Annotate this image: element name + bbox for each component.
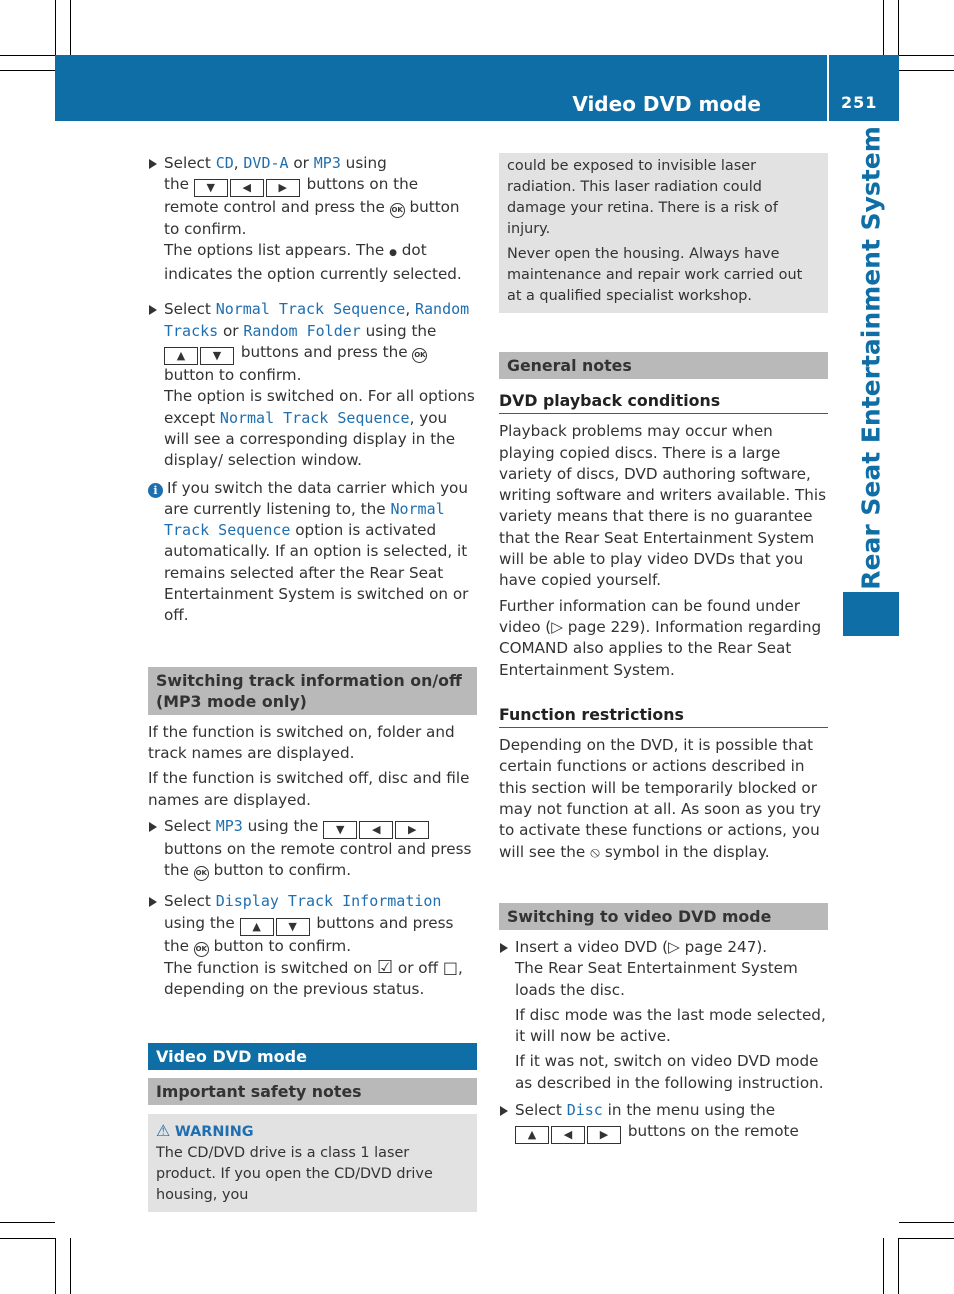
menu-option-mp3: MP3 — [215, 816, 243, 835]
chapter-title: Rear Seat Entertainment System — [856, 126, 886, 590]
up-button-icon: ▲ — [240, 918, 274, 936]
warning-box — [148, 1114, 477, 1212]
down-button-icon: ▼ — [276, 918, 310, 936]
warning-text: The CD/DVD drive is a class 1 laser product. If you open the CD/DVD drive housing, you — [156, 1144, 433, 1203]
section-heading-main: Video DVD mode — [148, 1043, 477, 1070]
crop-mark — [898, 0, 899, 55]
ok-button-icon: OK — [390, 203, 405, 218]
left-button-icon: ◀ — [359, 821, 393, 839]
instruction-step: Select Display Track Information using the ▲ ▼ buttons and press the OK button to confirm. The function is switched on ☑ or off □, depending on the previous status. — [148, 891, 477, 1000]
menu-option-random-tracks: Random Tracks — [164, 300, 470, 340]
crop-mark — [0, 1238, 55, 1239]
warning-label: WARNING — [174, 1123, 254, 1140]
down-button-icon: ▼ — [200, 347, 234, 365]
menu-option-disc: Disc — [566, 1101, 603, 1120]
page-ref-arrow-icon: ▷ — [668, 937, 680, 956]
warning-icon: ⚠ — [156, 1120, 171, 1140]
subheading: Function restrictions — [499, 704, 828, 728]
section-heading: General notes — [499, 352, 828, 379]
warning-box-continued — [499, 153, 828, 313]
instruction-step: Select Disc in the menu using the ▲ ◀ ▶ buttons on the remote — [499, 1100, 828, 1144]
crop-mark — [899, 1222, 954, 1223]
crop-mark — [0, 70, 55, 71]
up-button-icon: ▲ — [164, 347, 198, 365]
blocked-symbol-icon: ⦸ — [590, 842, 600, 861]
menu-option-display-track-info: Display Track Information — [215, 892, 442, 911]
menu-option-normal-track: Normal Track Sequence — [219, 408, 410, 427]
left-button-icon: ◀ — [230, 179, 264, 197]
instruction-step: Select Normal Track Sequence, Random Tracks or Random Folder using the ▲ ▼ buttons and press the OK button to confirm. The option is switched on. For all options except Normal Track Sequence, you will see a corresponding display in the display/ selection window. — [148, 299, 477, 471]
header-divider — [827, 55, 829, 121]
menu-option-cd: CD — [215, 154, 234, 172]
menu-option-mp3: MP3 — [313, 154, 341, 172]
crop-mark — [883, 1238, 884, 1294]
crop-mark — [898, 1238, 899, 1294]
page-ref-arrow-icon: ▷ — [551, 617, 563, 636]
up-button-icon: ▲ — [515, 1126, 549, 1144]
crop-mark — [0, 55, 55, 56]
paragraph: Depending on the DVD, it is possible that certain functions or actions described in this section will be temporarily blocked or may not function at all. As soon as you try to activate these functions or actions, you will see the ⦸ symbol in the display. — [499, 736, 822, 861]
section-heading: Switching to video DVD mode — [499, 903, 828, 930]
header-title: Video DVD mode — [572, 92, 761, 116]
menu-option-normal-track: Normal Track Sequence — [215, 300, 406, 319]
subheading: DVD playback conditions — [499, 390, 828, 414]
left-column — [148, 153, 477, 1212]
section-heading: Switching track information on/off (MP3 mode only) — [148, 667, 477, 715]
crop-mark — [70, 1238, 71, 1294]
right-button-icon: ▶ — [587, 1126, 621, 1144]
paragraph: If the function is switched off, disc and file names are displayed. — [148, 769, 470, 809]
info-icon: i — [148, 483, 163, 498]
chapter-tab — [843, 592, 899, 636]
crop-mark — [883, 0, 884, 55]
side-chapter-band — [843, 121, 899, 591]
menu-option-random-folder: Random Folder — [243, 321, 361, 340]
crop-mark — [899, 55, 954, 56]
instruction-step: Select MP3 using the ▼ ◀ ▶ buttons on the remote control and press the OK button to confirm. — [148, 816, 477, 882]
down-button-icon: ▼ — [323, 821, 357, 839]
crop-mark — [70, 0, 71, 55]
checkbox-empty-icon: □ — [442, 958, 458, 978]
paragraph: Playback problems may occur when playing copied discs. There is a large variety of discs, DVD authoring software, writing software and writers available. This variety means that there is no guarantee that the Rear Seat Entertainment System will be able to play video DVDs that you have copied yourself. — [499, 422, 827, 590]
info-note: i If you switch the data carrier which you are currently listening to, the Normal Track Sequence option is activated automatically. If an option is selected, it remains selected after the Rear Seat Entertainment System is switched on or off. — [148, 478, 477, 627]
down-button-icon: ▼ — [194, 179, 228, 197]
ok-button-icon: OK — [194, 866, 209, 881]
instruction-step: Insert a video DVD (▷ page 247). The Rear Seat Entertainment System loads the disc. If disc mode was the last mode selected, it will now be active. If it was not, switch on video DVD mode as described in the following instruction. — [499, 937, 828, 1094]
crop-mark — [55, 0, 56, 55]
menu-option-normal-track: Normal Track Sequence — [164, 499, 445, 540]
section-heading: Important safety notes — [148, 1078, 477, 1105]
crop-mark — [55, 1238, 56, 1294]
page-number: 251 — [841, 93, 878, 112]
crop-mark — [899, 1238, 954, 1239]
right-button-icon: ▶ — [266, 179, 300, 197]
ok-button-icon: OK — [412, 348, 427, 363]
left-button-icon: ◀ — [551, 1126, 585, 1144]
warning-text: could be exposed to invisible laser radiation. This laser radiation could damage your retina. There is a risk of injury. — [507, 158, 778, 237]
page-header — [55, 55, 899, 121]
paragraph: Further information can be found under video (▷ page 229). Information regarding COMAND also applies to the Rear Seat Entertainment System. — [499, 596, 822, 679]
crop-mark — [899, 70, 954, 71]
crop-mark — [0, 1222, 55, 1223]
warning-text: Never open the housing. Always have maintenance and repair work carried out at a qualified specialist workshop. — [507, 246, 803, 304]
dot-icon: ● — [389, 247, 397, 258]
ok-button-icon: OK — [194, 942, 209, 957]
menu-option-dvda: DVD-A — [243, 154, 289, 172]
right-button-icon: ▶ — [395, 821, 429, 839]
paragraph: If the function is switched on, folder and track names are displayed. — [148, 722, 455, 762]
right-column — [499, 153, 828, 1150]
instruction-step: Select CD, DVD-A or MP3 using the ▼ ◀ ▶ buttons on the remote control and press the OK button to confirm. The options list appears. The ● dot indicates the option currently selected. — [148, 153, 477, 285]
checkbox-checked-icon: ☑ — [376, 957, 394, 979]
